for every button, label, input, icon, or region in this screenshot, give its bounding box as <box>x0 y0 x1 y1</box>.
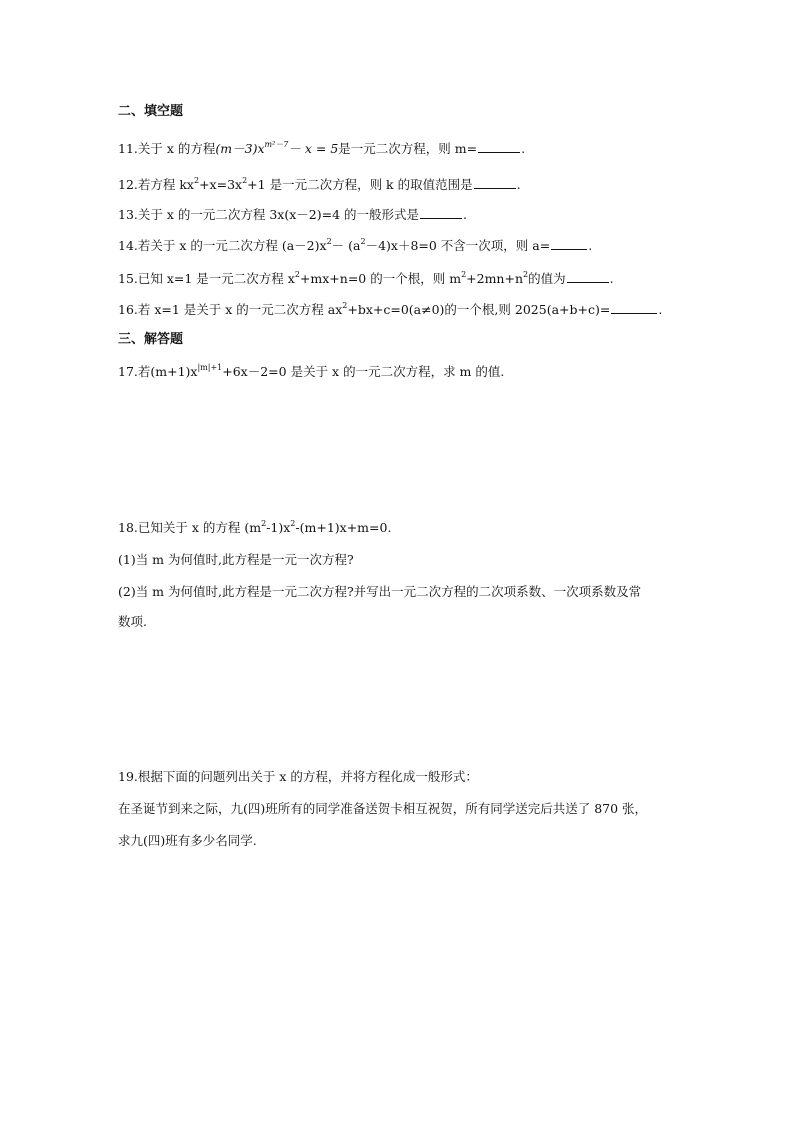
q11-suffix: 是一元二次方程，则 m= <box>338 141 478 156</box>
q14-prefix: 14.若关于 x 的一元二次方程 (a－2)x <box>118 238 327 253</box>
q15-prefix: 15.已知 x=1 是一元二次方程 x <box>118 271 295 286</box>
question-13 <box>118 206 467 223</box>
q16-exp: 2 <box>342 301 348 310</box>
q15-period: . <box>609 271 614 286</box>
q13-text: 13.关于 x 的一元二次方程 3x(x－2)=4 的一般形式是 <box>118 207 420 222</box>
question-19: 19.根据下面的问题列出关于 x 的方程，并将方程化成一般形式： <box>118 769 478 784</box>
q16-suffix: +bx+c=0(a≠0)的一个根,则 2025(a+b+c)= <box>347 302 611 317</box>
q15-exp-3: 2 <box>523 270 529 279</box>
q12-answer-blank[interactable] <box>474 176 516 189</box>
question-12 <box>118 176 521 193</box>
question-17 <box>118 364 504 380</box>
q19-line-3: 求九(四)班有多少名同学. <box>118 833 257 848</box>
question-18 <box>118 520 391 536</box>
q14-mid: － (a <box>331 238 361 253</box>
q11-exponent: m²－7 <box>264 140 289 149</box>
q12-mid: +x=3x <box>199 177 243 192</box>
q18-exp-2: 2 <box>290 519 296 528</box>
q18-part-1: (1)当 m 为何值时,此方程是一元一次方程? <box>118 552 354 567</box>
q15-mid: +mx+n=0 的一个根，则 m <box>299 271 462 286</box>
q12-suffix: +1 是一元二次方程，则 k 的取值范围是 <box>247 177 473 192</box>
q14-period: . <box>588 238 593 253</box>
question-11 <box>118 140 525 157</box>
q14-exp-1: 2 <box>326 237 332 246</box>
q15-exp-1: 2 <box>294 270 300 279</box>
section-answer-title: 三、解答题 <box>118 332 184 347</box>
q12-exp-1: 2 <box>193 176 200 185</box>
q14-suffix: －4)x＋8=0 不含一次项，则 a= <box>365 238 551 253</box>
q11-answer-blank[interactable] <box>478 140 520 153</box>
q15-mid-2: +2mn+n <box>466 271 524 286</box>
q17-prefix: 17.若(m+1)x <box>118 364 198 379</box>
q18-part-2-continued: 数项. <box>118 614 147 629</box>
q18-exp-1: 2 <box>261 519 267 528</box>
q14-exp-2: 2 <box>360 237 366 246</box>
q15-suffix: 的值为 <box>528 271 566 286</box>
q12-prefix: 12.若方程 kx <box>118 177 194 192</box>
q18-prefix: 18.已知关于 x 的方程 (m <box>118 520 262 535</box>
q12-period: . <box>516 177 521 192</box>
q11-prefix: 11.关于 x 的方程 <box>118 141 216 156</box>
question-15 <box>118 270 614 287</box>
q11-equation-base: (m－3)x <box>215 141 265 156</box>
q16-period: . <box>658 302 663 317</box>
q15-exp-2: 2 <box>461 270 467 279</box>
q16-answer-blank[interactable] <box>611 301 657 314</box>
question-14 <box>118 237 592 254</box>
q18-part-2: (2)当 m 为何值时,此方程是一元二次方程?并写出一元二次方程的二次项系数、一次项系数及常 <box>118 584 642 599</box>
q14-answer-blank[interactable] <box>551 237 587 250</box>
q13-period: . <box>463 207 467 222</box>
q13-answer-blank[interactable] <box>420 206 462 219</box>
q12-exp-2: 2 <box>242 176 248 185</box>
section-fill-in-title: 二、填空题 <box>118 104 184 119</box>
question-16 <box>118 301 662 318</box>
q11-period: . <box>521 141 526 156</box>
q17-exponent: |m|+1 <box>197 363 223 372</box>
q11-equation-tail: － x = 5 <box>288 141 339 156</box>
q17-suffix: +6x－2=0 是关于 x 的一元二次方程，求 m 的值. <box>222 364 505 379</box>
q18-mid: -1)x <box>266 520 291 535</box>
q19-line-2: 在圣诞节到来之际，九(四)班所有的同学准备送贺卡相互祝贺，所有同学送完后共送了 870 张， <box>118 801 648 816</box>
q18-suffix: -(m+1)x+m=0. <box>295 520 392 535</box>
q15-answer-blank[interactable] <box>567 270 609 283</box>
q16-prefix: 16.若 x=1 是关于 x 的一元二次方程 ax <box>118 302 343 317</box>
